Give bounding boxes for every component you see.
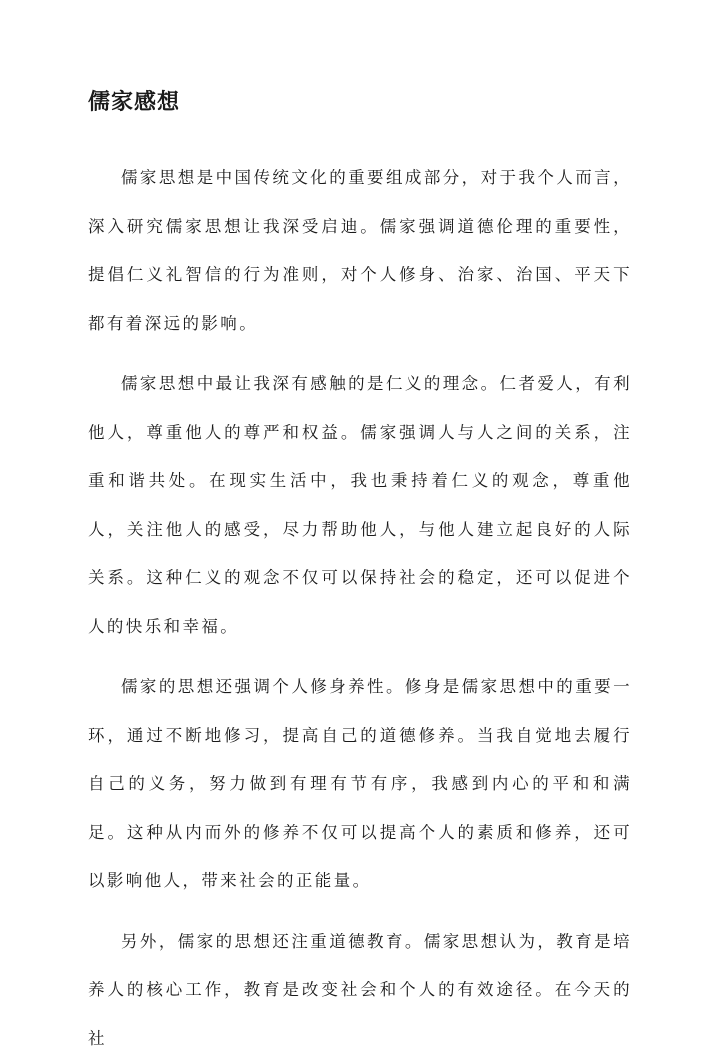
paragraph-1: 儒家思想是中国传统文化的重要组成部分，对于我个人而言，深入研究儒家思想让我深受启迪。儒家强调道德伦理的重要性，提倡仁义礼智信的行为准则，对个人修身、治家、治国、平天下都有着深远的影响。 [88, 154, 632, 348]
document-body [88, 154, 632, 1063]
paragraph-2: 儒家思想中最让我深有感触的是仁义的理念。仁者爱人，有利他人，尊重他人的尊严和权益。儒家强调人与人之间的关系，注重和谐共处。在现实生活中，我也秉持着仁义的观念，尊重他人，关注他人的感受，尽力帮助他人，与他人建立起良好的人际关系。这种仁义的观念不仅可以保持社会的稳定，还可以促进个人的快乐和幸福。 [88, 360, 632, 651]
document-title: 儒家感想 [88, 84, 632, 120]
paragraph-3: 儒家的思想还强调个人修身养性。修身是儒家思想中的重要一环，通过不断地修习，提高自己的道德修养。当我自觉地去履行自己的义务，努力做到有理有节有序，我感到内心的平和和满足。这种从内而外的修养不仅可以提高个人的素质和修养，还可以影响他人，带来社会的正能量。 [88, 663, 632, 906]
paragraph-4: 另外，儒家的思想还注重道德教育。儒家思想认为，教育是培养人的核心工作，教育是改变社会和个人的有效途径。在今天的社 [88, 918, 632, 1063]
